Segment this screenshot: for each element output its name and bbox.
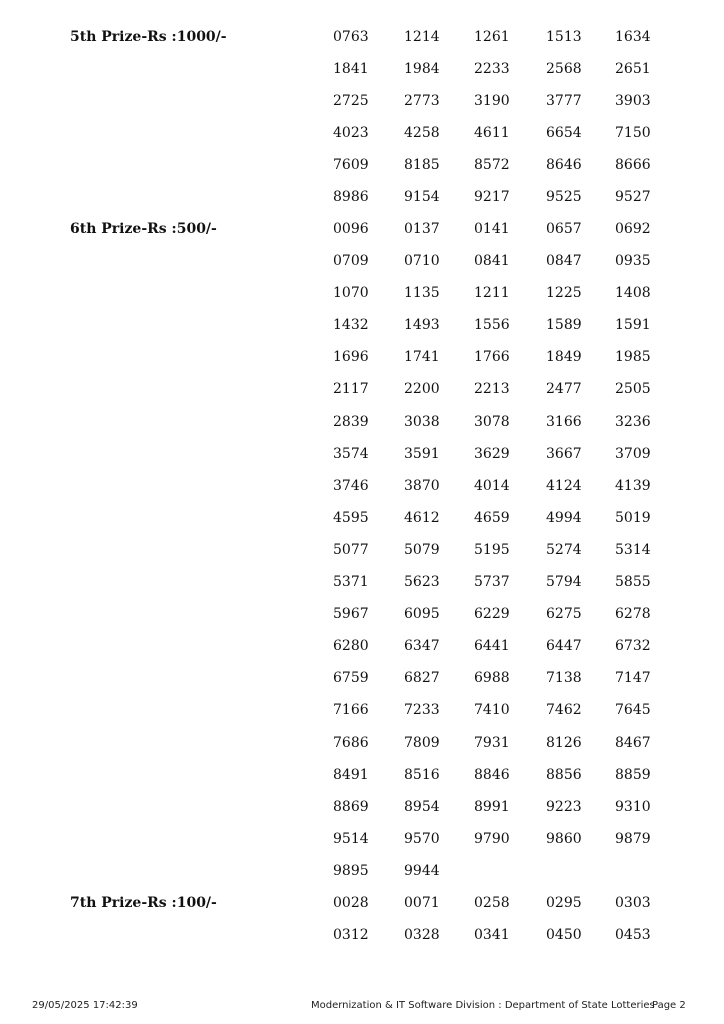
ticket-number: 0341: [474, 927, 510, 944]
ticket-number: 1493: [404, 317, 440, 334]
ticket-number: 1985: [615, 349, 651, 366]
ticket-number: 6988: [474, 670, 510, 687]
number-row: [0, 694, 724, 726]
ticket-number: 3038: [404, 413, 440, 430]
ticket-number: 7686: [333, 734, 369, 751]
ticket-number: 9217: [474, 189, 510, 206]
number-row: [0, 149, 724, 181]
ticket-number: 8572: [474, 157, 510, 174]
ticket-number: 5274: [546, 541, 582, 558]
ticket-number: 3629: [474, 445, 510, 462]
number-row: [0, 855, 724, 887]
number-row: [0, 277, 724, 309]
ticket-number: 4612: [404, 509, 440, 526]
number-row: [0, 406, 724, 438]
number-row: [0, 727, 724, 759]
ticket-number: 2839: [333, 413, 369, 430]
ticket-number: 6827: [404, 670, 440, 687]
number-row: [0, 53, 724, 85]
ticket-number: 0071: [404, 895, 440, 911]
ticket-number: 0137: [404, 221, 440, 237]
ticket-number: 1849: [546, 349, 582, 366]
ticket-number: 8859: [615, 766, 651, 783]
prize-heading: 7th Prize-Rs :100/-: [70, 895, 217, 911]
ticket-number: 8467: [615, 734, 651, 751]
ticket-number: 1432: [333, 317, 369, 334]
ticket-number: 9310: [615, 798, 651, 815]
ticket-number: 8991: [474, 798, 510, 815]
ticket-number: 2568: [546, 61, 582, 78]
number-row: [0, 630, 724, 662]
number-row: [0, 309, 724, 341]
ticket-number: 9223: [546, 798, 582, 815]
ticket-number: 0096: [333, 221, 369, 237]
ticket-number: 9944: [404, 862, 440, 879]
number-row: [0, 213, 724, 245]
ticket-number: 1214: [404, 29, 440, 45]
ticket-number: 5077: [333, 541, 369, 558]
ticket-number: 1261: [474, 29, 510, 45]
ticket-number: 3746: [333, 477, 369, 494]
ticket-number: 8666: [615, 157, 651, 174]
number-row: [0, 502, 724, 534]
ticket-number: 4595: [333, 509, 369, 526]
ticket-number: 1766: [474, 349, 510, 366]
ticket-number: 7166: [333, 702, 369, 719]
number-row: [0, 759, 724, 791]
ticket-number: 2725: [333, 93, 369, 110]
ticket-number: 5371: [333, 574, 369, 591]
ticket-number: 6278: [615, 606, 651, 623]
ticket-number: 8986: [333, 189, 369, 206]
ticket-number: 0935: [615, 253, 651, 270]
prize-heading: 6th Prize-Rs :500/-: [70, 221, 217, 237]
ticket-number: 9154: [404, 189, 440, 206]
ticket-number: 0141: [474, 221, 510, 237]
ticket-number: 0295: [546, 895, 582, 911]
ticket-number: 1211: [474, 285, 510, 302]
ticket-number: 5855: [615, 574, 651, 591]
ticket-number: 7609: [333, 157, 369, 174]
ticket-number: 3236: [615, 413, 651, 430]
ticket-number: 7931: [474, 734, 510, 751]
number-row: [0, 566, 724, 598]
ticket-number: 1589: [546, 317, 582, 334]
ticket-number: 3078: [474, 413, 510, 430]
ticket-number: 3574: [333, 445, 369, 462]
number-grid: [0, 887, 724, 951]
ticket-number: 6732: [615, 638, 651, 655]
ticket-number: 6280: [333, 638, 369, 655]
ticket-number: 2213: [474, 381, 510, 398]
number-row: [0, 534, 724, 566]
ticket-number: 2200: [404, 381, 440, 398]
ticket-number: 8185: [404, 157, 440, 174]
ticket-number: 8126: [546, 734, 582, 751]
ticket-number: 1556: [474, 317, 510, 334]
ticket-number: 5737: [474, 574, 510, 591]
number-row: [0, 245, 724, 277]
ticket-number: 1135: [404, 285, 440, 302]
ticket-number: 1841: [333, 61, 369, 78]
ticket-number: 0312: [333, 927, 369, 944]
ticket-number: 2651: [615, 61, 651, 78]
ticket-number: 3591: [404, 445, 440, 462]
number-row: [0, 341, 724, 373]
ticket-number: 1070: [333, 285, 369, 302]
ticket-number: 0303: [615, 895, 651, 911]
ticket-number: 7645: [615, 702, 651, 719]
ticket-number: 8869: [333, 798, 369, 815]
ticket-number: 9860: [546, 830, 582, 847]
ticket-number: 1513: [546, 29, 582, 45]
ticket-number: 4139: [615, 477, 651, 494]
number-row: [0, 598, 724, 630]
ticket-number: 5623: [404, 574, 440, 591]
ticket-number: 9527: [615, 189, 651, 206]
ticket-number: 0709: [333, 253, 369, 270]
ticket-number: 0763: [333, 29, 369, 45]
ticket-number: 1741: [404, 349, 440, 366]
ticket-number: 5079: [404, 541, 440, 558]
ticket-number: 3166: [546, 413, 582, 430]
ticket-number: 1696: [333, 349, 369, 366]
number-row: [0, 438, 724, 470]
ticket-number: 7150: [615, 125, 651, 142]
ticket-number: 6654: [546, 125, 582, 142]
ticket-number: 3709: [615, 445, 651, 462]
prize-heading: 5th Prize-Rs :1000/-: [70, 29, 227, 45]
ticket-number: 4994: [546, 509, 582, 526]
ticket-number: 2773: [404, 93, 440, 110]
number-row: [0, 21, 724, 53]
number-row: [0, 791, 724, 823]
page-footer: [0, 997, 724, 1015]
ticket-number: 9879: [615, 830, 651, 847]
footer-division: Modernization & IT Software Division : Department of State Lotteries: [311, 1000, 655, 1011]
ticket-number: 8954: [404, 798, 440, 815]
ticket-number: 0692: [615, 221, 651, 237]
number-row: [0, 919, 724, 951]
ticket-number: 4023: [333, 125, 369, 142]
ticket-number: 3667: [546, 445, 582, 462]
ticket-number: 6095: [404, 606, 440, 623]
ticket-number: 9514: [333, 830, 369, 847]
ticket-number: 9895: [333, 862, 369, 879]
ticket-number: 2477: [546, 381, 582, 398]
number-row: [0, 662, 724, 694]
number-row: [0, 470, 724, 502]
ticket-number: 0450: [546, 927, 582, 944]
ticket-number: 4258: [404, 125, 440, 142]
ticket-number: 7809: [404, 734, 440, 751]
number-grid: [0, 21, 724, 214]
ticket-number: 0847: [546, 253, 582, 270]
ticket-number: 4014: [474, 477, 510, 494]
ticket-number: 0710: [404, 253, 440, 270]
ticket-number: 2505: [615, 381, 651, 398]
ticket-number: 1591: [615, 317, 651, 334]
ticket-number: 7462: [546, 702, 582, 719]
ticket-number: 2117: [333, 381, 369, 398]
ticket-number: 3777: [546, 93, 582, 110]
ticket-number: 6441: [474, 638, 510, 655]
ticket-number: 8491: [333, 766, 369, 783]
ticket-number: 6447: [546, 638, 582, 655]
ticket-number: 1984: [404, 61, 440, 78]
ticket-number: 5794: [546, 574, 582, 591]
ticket-number: 2233: [474, 61, 510, 78]
ticket-number: 4124: [546, 477, 582, 494]
ticket-number: 5195: [474, 541, 510, 558]
ticket-number: 5019: [615, 509, 651, 526]
ticket-number: 3870: [404, 477, 440, 494]
number-grid: [0, 213, 724, 887]
number-row: [0, 181, 724, 213]
ticket-number: 6347: [404, 638, 440, 655]
footer-page-number: Page 2: [652, 1000, 686, 1011]
ticket-number: 1634: [615, 29, 651, 45]
ticket-number: 0657: [546, 221, 582, 237]
ticket-number: 8646: [546, 157, 582, 174]
number-row: [0, 373, 724, 405]
ticket-number: 4659: [474, 509, 510, 526]
ticket-number: 0841: [474, 253, 510, 270]
ticket-number: 0328: [404, 927, 440, 944]
ticket-number: 5967: [333, 606, 369, 623]
number-row: [0, 823, 724, 855]
number-row: [0, 85, 724, 117]
ticket-number: 9525: [546, 189, 582, 206]
ticket-number: 7233: [404, 702, 440, 719]
number-row: [0, 117, 724, 149]
ticket-number: 6229: [474, 606, 510, 623]
ticket-number: 4611: [474, 125, 510, 142]
ticket-number: 5314: [615, 541, 651, 558]
ticket-number: 0028: [333, 895, 369, 911]
ticket-number: 8846: [474, 766, 510, 783]
ticket-number: 3190: [474, 93, 510, 110]
ticket-number: 7147: [615, 670, 651, 687]
ticket-number: 6275: [546, 606, 582, 623]
footer-timestamp: 29/05/2025 17:42:39: [32, 1000, 138, 1011]
ticket-number: 0453: [615, 927, 651, 944]
ticket-number: 7410: [474, 702, 510, 719]
ticket-number: 9570: [404, 830, 440, 847]
ticket-number: 1225: [546, 285, 582, 302]
number-row: [0, 887, 724, 919]
ticket-number: 6759: [333, 670, 369, 687]
ticket-number: 0258: [474, 895, 510, 911]
ticket-number: 3903: [615, 93, 651, 110]
ticket-number: 9790: [474, 830, 510, 847]
ticket-number: 8856: [546, 766, 582, 783]
ticket-number: 7138: [546, 670, 582, 687]
ticket-number: 1408: [615, 285, 651, 302]
ticket-number: 8516: [404, 766, 440, 783]
